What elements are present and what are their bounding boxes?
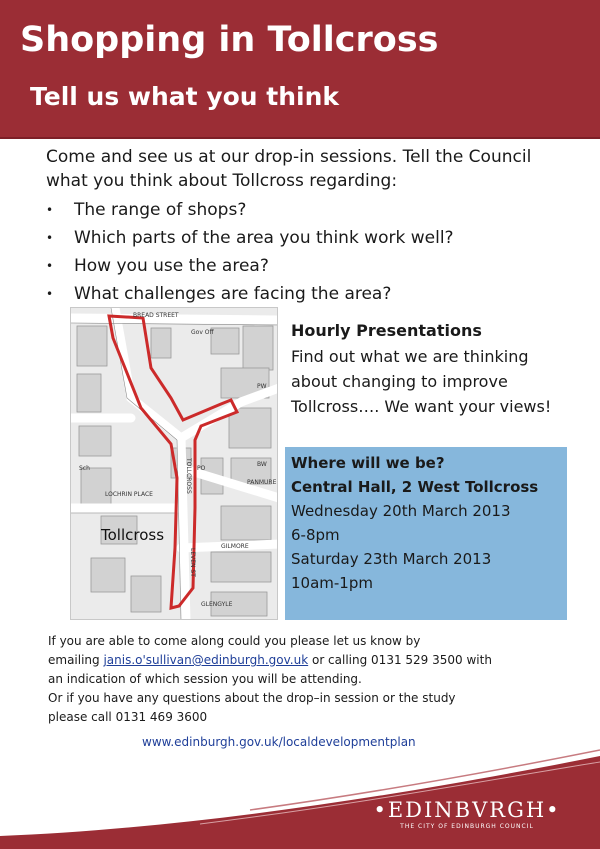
map-street-label: BW — [257, 461, 267, 468]
intro-text: Come and see us at our drop-in sessions. Tell the Council what you think about Tollcross regarding: — [46, 147, 532, 191]
logo-subtext: THE CITY OF EDINBURGH COUNCIL — [400, 823, 534, 830]
logo-wordmark: •EDINBVRGH• — [373, 798, 561, 822]
website-link[interactable]: www.edinburgh.gov.uk/localdevelopmentplan — [142, 735, 416, 749]
page-title: Shopping in Tollcross — [20, 20, 439, 60]
bullet-icon: • — [46, 231, 54, 245]
where-box — [285, 447, 567, 620]
map-area-label: Tollcross — [101, 526, 165, 544]
session-2-date: Saturday 23th March 2013 — [291, 550, 492, 568]
list-item: • Which parts of the area you think work well? — [46, 224, 576, 252]
hourly-presentations — [291, 318, 571, 419]
list-item: • The range of shops? — [46, 196, 576, 224]
topic-list — [46, 196, 576, 308]
bullet-icon: • — [46, 203, 54, 217]
header-banner — [0, 0, 600, 139]
map-street-label: Gov Off — [191, 329, 214, 336]
contact-line: Or if you have any questions about the drop–in session or the study — [48, 691, 456, 705]
map-street-label: LEVEN ST — [189, 548, 196, 577]
contact-info — [48, 632, 568, 727]
venue: Central Hall, 2 West Tollcross — [291, 478, 539, 496]
hourly-heading: Hourly Presentations — [291, 321, 482, 340]
tollcross-map — [70, 307, 278, 620]
footer-swoosh — [0, 744, 600, 849]
map-street-label: PANMURE — [247, 479, 277, 486]
map-street-label: LOCHRIN PLACE — [105, 491, 153, 498]
where-heading: Where will we be? — [291, 454, 445, 472]
edinburgh-council-logo — [352, 798, 582, 830]
list-item: • How you use the area? — [46, 252, 576, 280]
bullet-icon: • — [46, 259, 54, 273]
map-street-label: BREAD STREET — [133, 312, 179, 319]
session-2-time: 10am-1pm — [291, 574, 373, 592]
map-street-label: TOLLCROSS — [185, 458, 192, 494]
session-1-time: 6-8pm — [291, 526, 340, 544]
contact-line: please call 0131 469 3600 — [48, 710, 208, 724]
map-street-label: GLENGYLE — [201, 601, 233, 608]
list-item: • What challenges are facing the area? — [46, 280, 576, 308]
page-subtitle: Tell us what you think — [30, 82, 340, 111]
bullet-icon: • — [46, 287, 54, 301]
map-street-label: PO — [197, 465, 206, 472]
hourly-text: Find out what we are thinking about changing to improve Tollcross…. We want your views! — [291, 347, 552, 416]
contact-line: an indication of which session you will be attending. — [48, 672, 362, 686]
session-1-date: Wednesday 20th March 2013 — [291, 502, 511, 520]
logo-dot-icon: • — [546, 798, 561, 822]
map-street-label: GILMORE — [221, 543, 249, 550]
email-link[interactable]: janis.o'sullivan@edinburgh.gov.uk — [103, 653, 309, 667]
map-street-label: PW — [257, 383, 267, 390]
contact-line: If you are able to come along could you please let us know by — [48, 634, 421, 648]
logo-dot-icon: • — [373, 798, 388, 822]
contact-line: emailing janis.o'sullivan@edinburgh.gov.uk or calling 0131 529 3500 with — [48, 653, 492, 667]
map-street-label: Sch — [79, 465, 90, 472]
